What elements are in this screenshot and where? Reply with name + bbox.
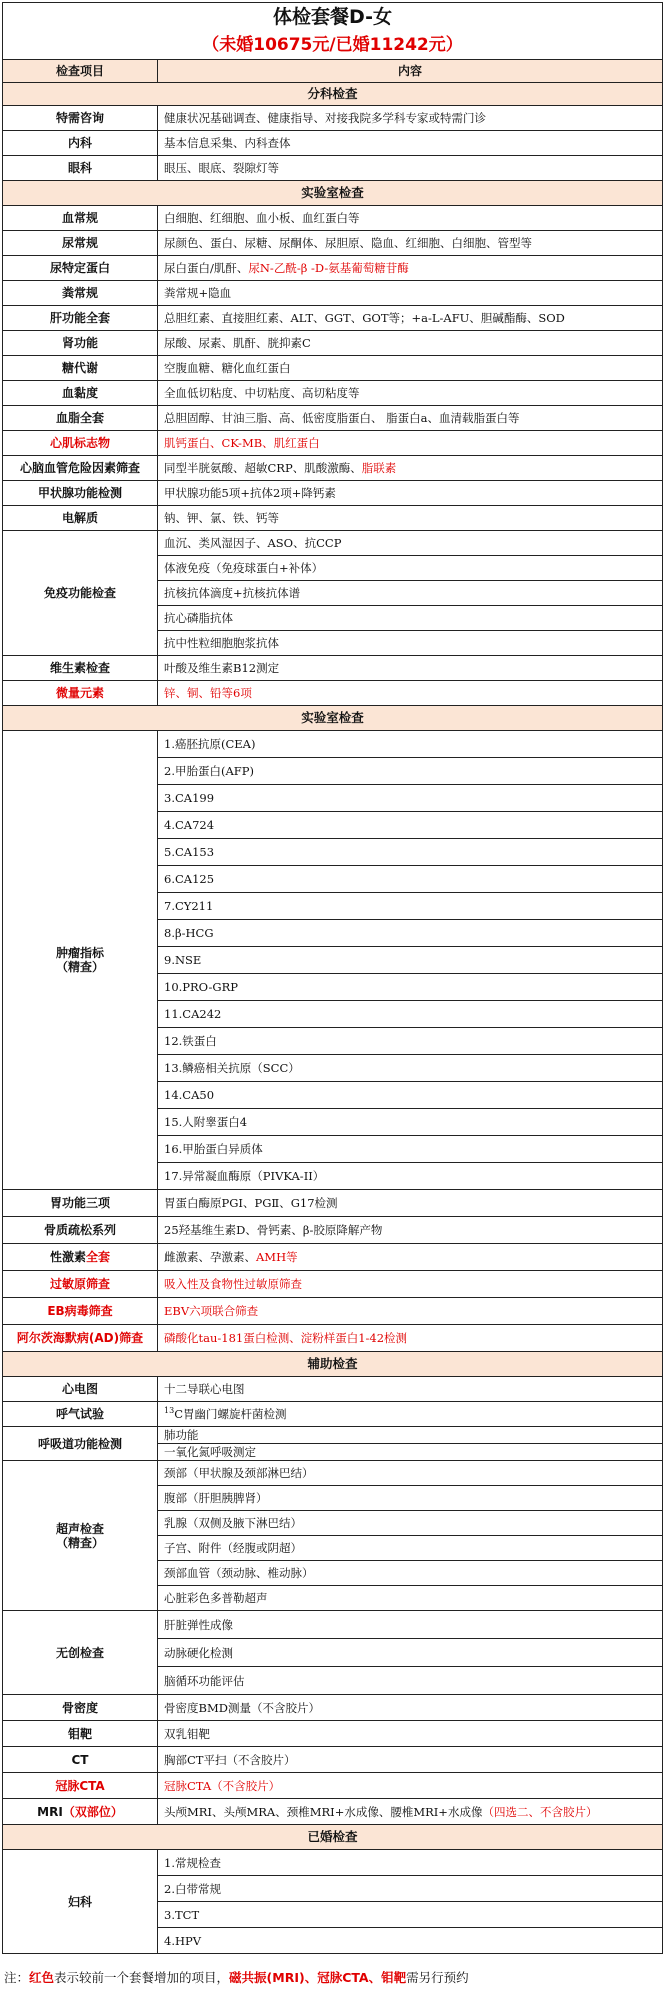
item-name: 心电图 [3, 1377, 158, 1402]
item-content: 肝脏弹性成像 [158, 1611, 663, 1639]
item-name: 电解质 [3, 506, 158, 531]
item-name: 呼吸道功能检测 [3, 1427, 158, 1461]
item-content: $^{13}$C胃幽门螺旋杆菌检测 [158, 1402, 663, 1427]
item-name: 血黏度 [3, 381, 158, 406]
new-item-text: 尿N-乙酰-β -D-氨基葡萄糖苷酶 [248, 261, 409, 275]
new-item-text: 脂联素 [361, 461, 397, 475]
item-content: 11.CA242 [158, 1001, 663, 1028]
item-content: 一氧化氮呼吸测定 [158, 1444, 663, 1461]
item-name: 血常规 [3, 206, 158, 231]
item-content: 冠脉CTA（不含胶片） [158, 1773, 663, 1799]
item-content: 6.CA125 [158, 866, 663, 893]
item-content: 13.鳞癌相关抗原（SCC） [158, 1055, 663, 1082]
item-name: 心肌标志物 [3, 431, 158, 456]
item-name: 骨密度 [3, 1695, 158, 1721]
item-content: 7.CY211 [158, 893, 663, 920]
item-name: EB病毒筛查 [3, 1298, 158, 1325]
item-name: 钼靶 [3, 1721, 158, 1747]
package-sheet [2, 2, 662, 1954]
header-item: 检查项目 [3, 60, 158, 83]
item-name: 糖代谢 [3, 356, 158, 381]
item-content: 颈部（甲状腺及颈部淋巴结） [158, 1461, 663, 1486]
item-content: 钠、钾、氯、铁、钙等 [158, 506, 663, 531]
item-content: 锌、铜、铅等6项 [158, 681, 663, 706]
item-name: CT [3, 1747, 158, 1773]
item-name: 冠脉CTA [3, 1773, 158, 1799]
item-content: 抗中性粒细胞胞浆抗体 [158, 631, 663, 656]
item-content: 骨密度BMD测量（不含胶片） [158, 1695, 663, 1721]
item-content: 胸部CT平扫（不含胶片） [158, 1747, 663, 1773]
item-content: 肺功能 [158, 1427, 663, 1444]
item-content: 乳腺（双侧及腋下淋巴结） [158, 1511, 663, 1536]
item-name: 性激素全套 [3, 1244, 158, 1271]
item-name: 骨质疏松系列 [3, 1217, 158, 1244]
item-content: 8.β-HCG [158, 920, 663, 947]
item-content: 总胆固醇、甘油三脂、高、低密度脂蛋白、 脂蛋白a、血清载脂蛋白等 [158, 406, 663, 431]
item-content: 同型半胱氨酸、超敏CRP、肌酸激酶、脂联素 [158, 456, 663, 481]
section-title: 分科检查 [3, 83, 663, 106]
item-content: 4.CA724 [158, 812, 663, 839]
item-content: 甲状腺功能5项+抗体2项+降钙素 [158, 481, 663, 506]
section-title: 实验室检查 [3, 181, 663, 206]
item-content: 健康状况基础调查、健康指导、对接我院多学科专家或特需门诊 [158, 106, 663, 131]
new-item-text: AMH等 [256, 1250, 298, 1264]
item-content: 磷酸化tau-181蛋白检测、淀粉样蛋白1-42检测 [158, 1325, 663, 1352]
item-content: 15.人附睾蛋白4 [158, 1109, 663, 1136]
item-name: 维生素检查 [3, 656, 158, 681]
item-name: 超声检查 （精查） [3, 1461, 158, 1611]
item-content: 1.常规检查 [158, 1850, 663, 1876]
item-content: 14.CA50 [158, 1082, 663, 1109]
page-title: 体检套餐D-女 [3, 3, 663, 32]
item-content: 尿颜色、蛋白、尿糖、尿酮体、尿胆原、隐血、红细胞、白细胞、管型等 [158, 231, 663, 256]
item-content: 10.PRO-GRP [158, 974, 663, 1001]
item-content: 头颅MRI、头颅MRA、颈椎MRI+水成像、腰椎MRI+水成像（四选二、不含胶片） [158, 1799, 663, 1825]
footnote: 注：红色表示较前一个套餐增加的项目，磁共振(MRI)、冠脉CTA、钼靶需另行预约 [4, 1970, 469, 1985]
item-content: 抗心磷脂抗体 [158, 606, 663, 631]
item-name: 心脑血管危险因素筛查 [3, 456, 158, 481]
item-content: 16.甲胎蛋白异质体 [158, 1136, 663, 1163]
item-content: 4.HPV [158, 1928, 663, 1954]
item-content: 12.铁蛋白 [158, 1028, 663, 1055]
item-name: 阿尔茨海默病(AD)筛查 [3, 1325, 158, 1352]
item-content: 心脏彩色多普勒超声 [158, 1586, 663, 1611]
item-name: 肝功能全套 [3, 306, 158, 331]
item-name: 妇科 [3, 1850, 158, 1954]
item-content: 双乳钼靶 [158, 1721, 663, 1747]
item-content: 17.异常凝血酶原（PIVKA-II） [158, 1163, 663, 1190]
item-name: MRI（双部位） [3, 1799, 158, 1825]
item-content: 腹部（肝胆胰脾肾） [158, 1486, 663, 1511]
item-content: 吸入性及食物性过敏原筛查 [158, 1271, 663, 1298]
item-content: 基本信息采集、内科查体 [158, 131, 663, 156]
item-content: 胃蛋白酶原PGⅠ、PGⅡ、G17检测 [158, 1190, 663, 1217]
new-item-text: （四选二、不含胶片） [482, 1804, 598, 1819]
item-name: 免疫功能检查 [3, 531, 158, 656]
header-content: 内容 [158, 60, 663, 83]
item-name: 甲状腺功能检测 [3, 481, 158, 506]
item-content: 叶酸及维生素B12测定 [158, 656, 663, 681]
item-name: 尿常规 [3, 231, 158, 256]
item-content: 9.NSE [158, 947, 663, 974]
item-name: 过敏原筛查 [3, 1271, 158, 1298]
item-content: 雌激素、孕激素、AMH等 [158, 1244, 663, 1271]
item-content: 1.癌胚抗原(CEA) [158, 731, 663, 758]
item-name: 肿瘤指标 （精查） [3, 731, 158, 1190]
item-name: 无创检查 [3, 1611, 158, 1695]
item-content: 全血低切粘度、中切粘度、高切粘度等 [158, 381, 663, 406]
item-content: 总胆红素、直接胆红素、ALT、GGT、GOT等；+a-L-AFU、胆碱酯酶、SOD [158, 306, 663, 331]
item-name: 血脂全套 [3, 406, 158, 431]
item-content: 2.白带常规 [158, 1876, 663, 1902]
section-title: 实验室检查 [3, 706, 663, 731]
price-line: （未婚10675元/已婚11242元） [3, 31, 663, 60]
item-name: 胃功能三项 [3, 1190, 158, 1217]
item-content: 25羟基维生素D、骨钙素、β-胶原降解产物 [158, 1217, 663, 1244]
item-name: 眼科 [3, 156, 158, 181]
item-content: 十二导联心电图 [158, 1377, 663, 1402]
section-title: 已婚检查 [3, 1825, 663, 1850]
item-content: 3.TCT [158, 1902, 663, 1928]
item-content: 尿白蛋白/肌酐、尿N-乙酰-β -D-氨基葡萄糖苷酶 [158, 256, 663, 281]
item-content: 眼压、眼底、裂隙灯等 [158, 156, 663, 181]
item-name: 粪常规 [3, 281, 158, 306]
item-content: 肌钙蛋白、CK-MB、肌红蛋白 [158, 431, 663, 456]
item-content: 体液免疫（免疫球蛋白+补体） [158, 556, 663, 581]
item-name: 内科 [3, 131, 158, 156]
item-content: 2.甲胎蛋白(AFP) [158, 758, 663, 785]
item-content: 动脉硬化检测 [158, 1639, 663, 1667]
package-table [2, 2, 663, 1954]
item-content: 颈部血管（颈动脉、椎动脉） [158, 1561, 663, 1586]
item-content: EBV六项联合筛查 [158, 1298, 663, 1325]
item-content: 脑循环功能评估 [158, 1667, 663, 1695]
price-unmarried: 未婚10675元 [219, 35, 330, 55]
item-content: 3.CA199 [158, 785, 663, 812]
item-name: 尿特定蛋白 [3, 256, 158, 281]
item-content: 尿酸、尿素、肌酐、胱抑素C [158, 331, 663, 356]
price-married: 已婚11242元 [335, 35, 446, 55]
item-content: 血沉、类风湿因子、ASO、抗CCP [158, 531, 663, 556]
item-content: 抗核抗体滴度+抗核抗体谱 [158, 581, 663, 606]
item-name: 肾功能 [3, 331, 158, 356]
item-name: 特需咨询 [3, 106, 158, 131]
item-content: 粪常规+隐血 [158, 281, 663, 306]
item-name: 呼气试验 [3, 1402, 158, 1427]
item-name: 微量元素 [3, 681, 158, 706]
item-content: 子宫、附件（经腹或阴超） [158, 1536, 663, 1561]
item-content: 白细胞、红细胞、血小板、血红蛋白等 [158, 206, 663, 231]
item-content: 空腹血糖、糖化血红蛋白 [158, 356, 663, 381]
item-content: 5.CA153 [158, 839, 663, 866]
section-title: 辅助检查 [3, 1352, 663, 1377]
